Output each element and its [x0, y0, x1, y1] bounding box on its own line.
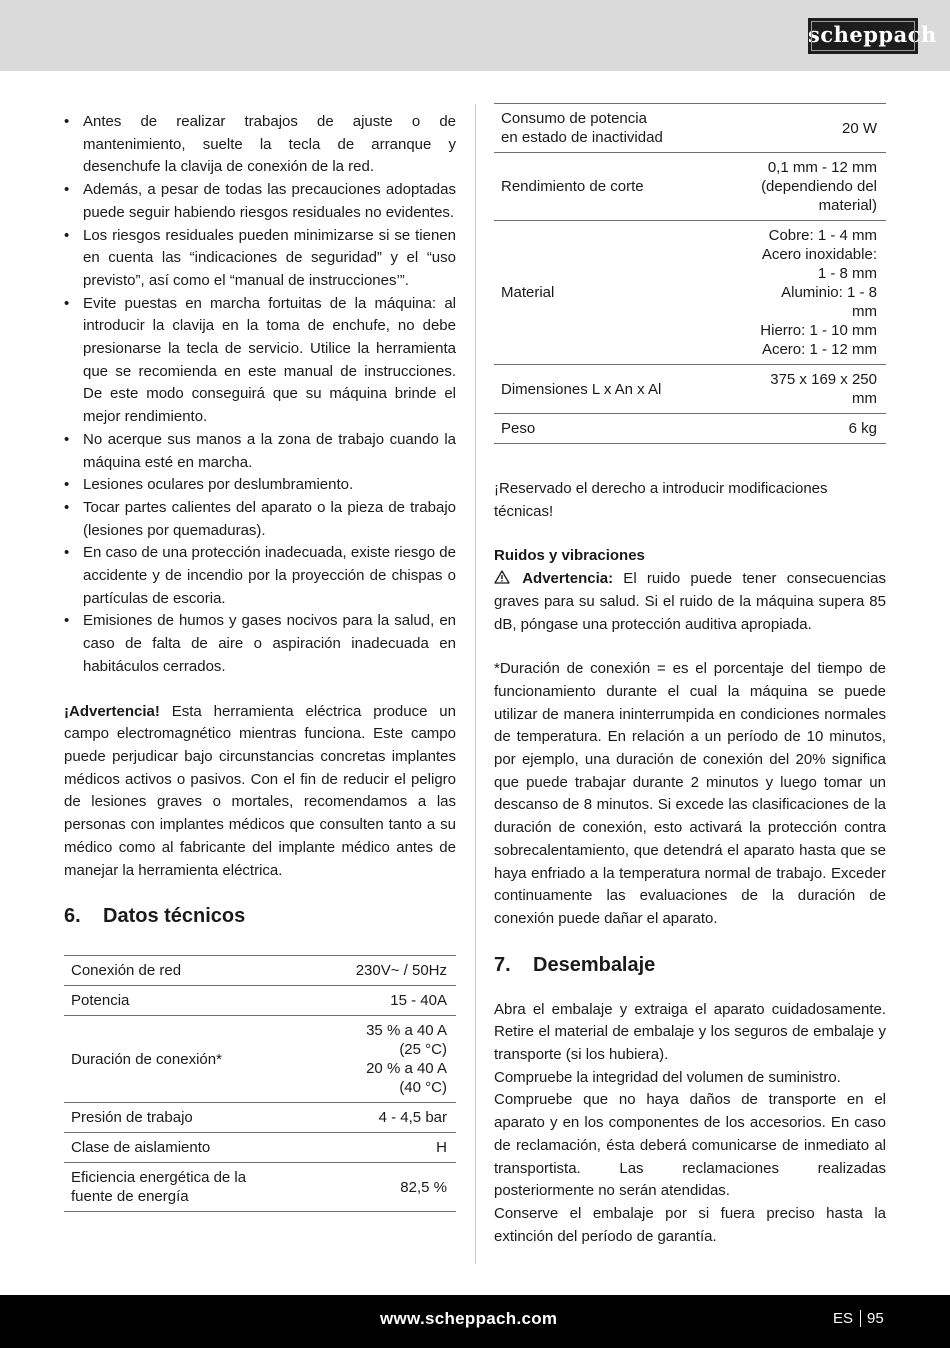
right-column	[494, 103, 886, 1248]
spec-label: Potencia	[64, 986, 315, 1016]
bullet-item: • Emisiones de humos y gases nocivos para la salud, en caso de falta de aire o aspiración inadecuada en habitáculos cerrados.	[64, 610, 456, 678]
spec-value: 35 % a 40 A (25 °C) 20 % a 40 A (40 °C)	[315, 1016, 456, 1103]
column-divider	[475, 104, 476, 1264]
spec-label: Rendimiento de corte	[494, 153, 718, 221]
noise-warning-paragraph	[494, 568, 886, 636]
spec-value: Cobre: 1 - 4 mm Acero inoxidable: 1 - 8 mm Aluminio: 1 - 8 mm Hierro: 1 - 10 mm Acero: 1 - 12 mm	[718, 221, 886, 365]
spec-value: 6 kg	[718, 414, 886, 444]
spec-label: Clase de aislamiento	[64, 1133, 315, 1163]
spec-label: Eficiencia energética de la fuente de energía	[64, 1163, 315, 1212]
noise-warning-label: Advertencia:	[522, 570, 614, 588]
spec-row	[494, 221, 886, 365]
left-column	[64, 111, 456, 1212]
reserved-note: ¡Reservado el derecho a introducir modificaciones técnicas!	[494, 480, 828, 520]
technical-data-table	[64, 955, 456, 1212]
spec-row	[64, 1016, 456, 1103]
spec-value: 230V~ / 50Hz	[315, 956, 456, 986]
spec-value: H	[315, 1133, 456, 1163]
page-number: 95	[867, 1310, 884, 1327]
footer-bar	[0, 1295, 950, 1348]
unpack-paragraph: Compruebe que no haya daños de transporte en el aparato y en los componentes de los accesorios. En caso de reclamación, ésta deberá comunicarse de inmediato al transportista. Las reclamaciones realizadas posteriormente no serán atendidas.	[494, 1091, 886, 1200]
bullet-item: • Evite puestas en marcha fortuitas de la máquina: al introducir la clavija en la toma de enchufe, no debe presionarse la tecla de servicio. Utilice la herramienta que se recomienda en este manual de instrucciones. De este modo conseguirá que su máquina brinde el mejor rendimiento.	[64, 293, 456, 429]
section-title: Desembalaje	[533, 953, 656, 976]
unpack-paragraph: Compruebe la integridad del volumen de suministro.	[494, 1068, 841, 1086]
spec-value: 82,5 %	[315, 1163, 456, 1212]
unpack-paragraph: Conserve el embalaje por si fuera preciso hasta la extinción del período de garantía.	[494, 1204, 886, 1245]
spec-label: Duración de conexión*	[64, 1016, 315, 1103]
language-code: ES	[833, 1310, 854, 1327]
spec-row	[494, 104, 886, 153]
spec-value: 4 - 4,5 bar	[315, 1103, 456, 1133]
spec-row	[64, 1103, 456, 1133]
scheppach-logo: scheppach	[808, 18, 918, 54]
bullet-item: • Además, a pesar de todas las precauciones adoptadas puede seguir habiendo riesgos residuales no evidentes.	[64, 179, 456, 224]
unpacking-text	[494, 999, 886, 1249]
spec-row	[64, 986, 456, 1016]
bullet-item: • Lesiones oculares por deslumbramiento.	[64, 474, 456, 497]
warning-text: Esta herramienta eléctrica produce un campo electromagnético mientras funciona. Este campo puede perjudicar bajo circunstancias concretas implantes médicos activos o pasivos. Con el fin de reducir el peligro de lesiones graves o mortales, recomendamos a las personas con implantes médicos que consulten tanto a su médico como al fabricante del implante médico antes de manejar la herramienta eléctrica.	[64, 702, 456, 879]
unpack-paragraph: Abra el embalaje y extraiga el aparato cuidadosamente. Retire el material de embalaje y los seguros de embalaje y transporte (si los hubiera).	[494, 1000, 886, 1064]
emf-warning-paragraph	[64, 701, 456, 883]
spec-row	[64, 1163, 456, 1212]
warning-triangle-icon	[494, 570, 510, 584]
bullet-item: • En caso de una protección inadecuada, existe riesgo de accidente y de incendio por la proyección de chispas o partículas de escoria.	[64, 542, 456, 610]
bullet-item: • No acerque sus manos a la zona de trabajo cuando la máquina esté en marcha.	[64, 429, 456, 474]
spec-row	[494, 153, 886, 221]
spec-label: Presión de trabajo	[64, 1103, 315, 1133]
section-title: Datos técnicos	[103, 905, 246, 928]
spec-value: 375 x 169 x 250 mm	[718, 365, 886, 414]
spec-label: Conexión de red	[64, 956, 315, 986]
website-link[interactable]: www.scheppach.com	[380, 1309, 558, 1328]
duty-cycle-note: *Duración de conexión = es el porcentaje del tiempo de funcionamiento durante el cual la máquina se puede utilizar de manera ininterrumpida en condiciones normales de temperatura. En relación a un período de 10 minutos, por ejemplo, una duración de conexión del 20% significa que puede trabajar durante 2 minutos y luego tomar un descanso de 8 minutos. Si excede las clasificaciones de la duración de conexión, esto activará la protección contra sobrecalentamiento, que detendrá el aparato hasta que se haya enfriado a la temperatura normal de trabajo. Exceder continuamente las evaluaciones de la duración de conexión puede dañar el aparato.	[494, 660, 886, 927]
bullet-item: • Tocar partes calientes del aparato o la pieza de trabajo (lesiones por quemaduras).	[64, 497, 456, 542]
noise-heading: Ruidos y vibraciones	[494, 547, 645, 565]
spec-row	[494, 414, 886, 444]
spec-value: 20 W	[718, 104, 886, 153]
spec-label: Consumo de potencia en estado de inactividad	[494, 104, 718, 153]
bullet-item: • Antes de realizar trabajos de ajuste o de mantenimiento, suelte la tecla de arranque y desenchufe la clavija de conexión de la red.	[64, 111, 456, 179]
warning-label: ¡Advertencia!	[64, 702, 160, 720]
safety-bullet-list	[64, 111, 456, 679]
section-number: 6.	[64, 905, 81, 928]
spec-value: 15 - 40A	[315, 986, 456, 1016]
section-heading-6	[64, 903, 456, 929]
spec-value: 0,1 mm - 12 mm (dependiendo del material)	[718, 153, 886, 221]
noise-warning-text: El ruido puede tener consecuencias graves para su salud. Si el ruido de la máquina supera 85 dB, póngase una protección auditiva apropiada.	[494, 570, 886, 633]
bullet-item: • Los riesgos residuales pueden minimizarse si se tienen en cuenta las “indicaciones de seguridad” y el “uso previsto”, así como el “manual de instrucciones’”.	[64, 225, 456, 293]
spec-row	[64, 956, 456, 986]
spec-label: Dimensiones L x An x Al	[494, 365, 718, 414]
section-heading-7	[494, 952, 886, 978]
technical-data-table-continued	[494, 103, 886, 444]
spec-row	[64, 1133, 456, 1163]
spec-row	[494, 365, 886, 414]
header-bar	[0, 0, 950, 71]
footer-separator	[860, 1310, 861, 1327]
spec-label: Peso	[494, 414, 718, 444]
section-number: 7.	[494, 953, 511, 976]
spec-label: Material	[494, 221, 718, 365]
